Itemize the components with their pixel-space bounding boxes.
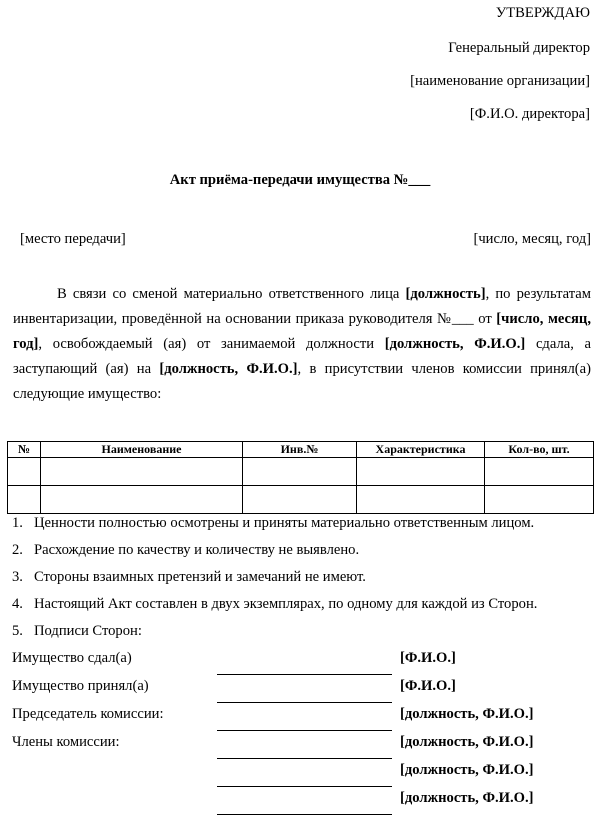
table-cell [243,458,357,486]
list-text: Стороны взаимных претензий и замечаний не имеют. [34,569,366,585]
sig-label-chairman: Председатель комиссии: [12,706,164,722]
director-name: [Ф.И.О. директора] [469,106,590,122]
organization-name: [наименование организации] [410,73,590,89]
col-header-quantity: Кол-во, шт. [485,442,594,458]
para-bold-position: [должность] [405,286,486,302]
signature-line [217,674,392,675]
para-text-1: В связи со сменой материально ответственного лица [57,286,406,302]
signature-line [217,758,392,759]
approve-heading: УТВЕРЖДАЮ [495,5,590,21]
table-cell [357,458,485,486]
sig-label-handed-over: Имущество сдал(а) [12,650,132,666]
para-text-5: , в присутствии членов комиссии принял(а) следующие имущество: [13,361,591,402]
list-number: 5. [12,623,23,639]
sig-name-chairman: [должность, Ф.И.О.] [400,706,534,722]
table-cell [41,486,243,514]
table-row [8,458,594,486]
table-header-row [8,442,594,458]
sig-label-members: Члены комиссии: [12,734,120,750]
table-cell [8,486,41,514]
col-header-name: Наименование [41,442,243,458]
signature-line [217,786,392,787]
table-row [8,486,594,514]
sig-name-received: [Ф.И.О.] [400,678,456,694]
director-position: Генеральный директор [448,40,590,56]
para-bold-released: [должность, Ф.И.О.] [384,336,526,352]
transfer-place: [место передачи] [20,231,126,247]
para-text-3: , освобождаемый (ая) от занимаемой должности [38,336,385,352]
table-cell [485,486,594,514]
list-number: 2. [12,542,23,558]
list-item-4 [12,596,537,613]
table-cell [485,458,594,486]
list-text: Настоящий Акт составлен в двух экземплярах, по одному для каждой из Сторон. [34,596,538,612]
list-number: 1. [12,515,23,531]
list-number: 4. [12,596,23,612]
signature-line [217,730,392,731]
list-text: Подписи Сторон: [34,623,142,639]
list-text: Ценности полностью осмотрены и приняты материально ответственным лицом. [34,515,535,531]
sig-label-received: Имущество принял(а) [12,678,149,694]
list-number: 3. [12,569,23,585]
sig-name-handed-over: [Ф.И.О.] [400,650,456,666]
col-header-number: № [8,442,41,458]
transfer-date: [число, месяц, год] [473,231,591,247]
signature-line [217,702,392,703]
list-item-3 [12,569,366,586]
para-bold-date: [число, месяц, год] [13,311,591,352]
list-item-1 [12,515,534,532]
col-header-inventory-number: Инв.№ [243,442,357,458]
sig-name-member-1: [должность, Ф.И.О.] [400,734,534,750]
table-cell [243,486,357,514]
table-cell [41,458,243,486]
para-text-2: , по результатам инвентаризации, проведённой на основании приказа руководителя №___ от [13,286,591,327]
document-title: Акт приёма-передачи имущества №___ [169,172,431,188]
table-cell [357,486,485,514]
body-paragraph [13,282,591,407]
table-cell [8,458,41,486]
col-header-characteristic: Характеристика [357,442,485,458]
list-text: Расхождение по качеству и количеству не выявлено. [34,542,360,558]
signature-line [217,814,392,815]
sig-name-member-2: [должность, Ф.И.О.] [400,762,534,778]
para-bold-incoming: [должность, Ф.И.О.] [159,361,298,377]
property-table [7,441,594,514]
list-item-2 [12,542,359,559]
para-text-4: сдала, а заступающий (ая) на [13,336,592,377]
list-item-5 [12,623,142,640]
sig-name-member-3: [должность, Ф.И.О.] [400,790,534,806]
